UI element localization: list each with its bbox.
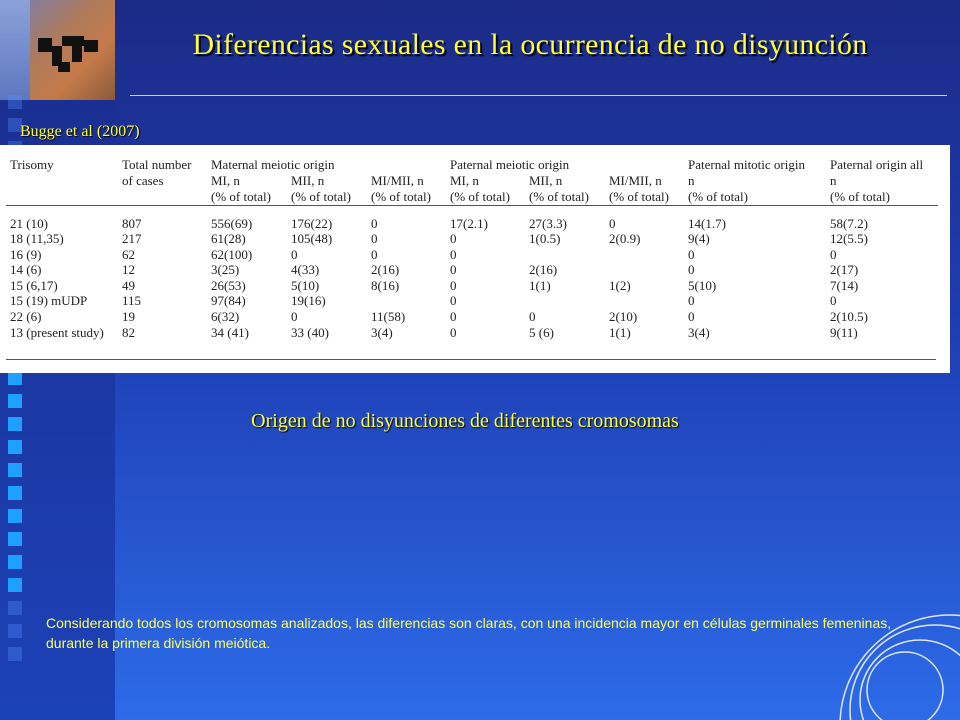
table-cell: 1(2) [609,277,631,293]
table-cell: 0 [450,309,457,325]
trisomy-cell: 15 (6,17) [10,277,58,293]
citation: Bugge et al (2007) [20,123,140,140]
subheader: (% of total) [826,189,938,206]
subheader: MI/MII, n [609,173,662,188]
table-cell: 0 [371,215,378,231]
table-row [6,216,938,232]
table-cell: 5(10) [291,277,320,293]
table-cell: 33 (40) [291,324,329,340]
subheader: MII, n [529,173,563,188]
slide-title: Diferencias sexuales en la ocurrencia de no disyunción [192,28,868,61]
header-paternal-mitotic: Paternal mitotic origin [688,157,805,172]
subheader: (% of total) [605,189,684,206]
table-cell [525,293,605,309]
table-cell [605,293,684,309]
trisomy-cell: 18 (11,35) [10,231,64,247]
table-cell: 7(14) [830,277,859,293]
table-cell: 0 [450,277,457,293]
table-cell: 0 [688,293,695,309]
trisomy-cell: 14 (6) [10,262,42,278]
table-row [6,325,938,341]
header-row-3 [6,189,938,206]
subheader: (% of total) [446,189,525,206]
table-cell: 26(53) [211,277,246,293]
table-cell: 3(4) [688,324,710,340]
table-cell: 6(32) [211,309,240,325]
table-cell: 556(69) [211,215,253,231]
table-cell: 0 [688,246,695,262]
table-cell: 3(25) [211,262,240,278]
table-row [6,262,938,278]
header-total-2: of cases [122,173,164,188]
table-row [6,293,938,309]
subheader: MII, n [291,173,325,188]
table-cell: 217 [122,231,142,247]
table-cell: 82 [122,324,135,340]
header-paternal-meiotic: Paternal meiotic origin [450,157,570,172]
table-cell: 12(5.5) [830,231,868,247]
header-paternal-all: Paternal origin all [830,157,924,172]
table-cell: 1(1) [609,324,631,340]
subheader: (% of total) [684,189,826,206]
subheader: n [830,173,837,188]
table-cell: 0 [371,246,378,262]
table-cell: 0 [450,246,457,262]
table-cell: 19(16) [291,293,326,309]
table-cell: 1(0.5) [529,231,561,247]
table-cell: 0 [291,246,298,262]
table-cell: 0 [688,309,695,325]
table-cell: 8(16) [371,277,400,293]
subheader: (% of total) [287,189,367,206]
table-cell: 0 [830,246,837,262]
table-cell: 0 [291,309,298,325]
header-row-2 [6,173,938,189]
trisomy-cell: 15 (19) mUDP [10,293,88,309]
table-cell: 9(11) [830,324,858,340]
table-cell [367,293,446,309]
table-cell: 2(0.9) [609,231,641,247]
table-cell: 2(17) [830,262,859,278]
table-cell: 9(4) [688,231,710,247]
table-row [6,231,938,247]
table-cell: 105(48) [291,231,333,247]
table-row [6,278,938,294]
table-cell: 62 [122,246,135,262]
table-cell: 14(1.7) [688,215,726,231]
table-row [6,309,938,325]
table-cell: 17(2.1) [450,215,488,231]
table-cell [605,247,684,263]
subheader: MI, n [211,173,240,188]
table-caption: Origen de no disyunciones de diferentes cromosomas [251,410,679,432]
subheader: (% of total) [367,189,446,206]
table-cell: 115 [122,293,142,309]
table-cell: 97(84) [211,293,246,309]
subheader: (% of total) [525,189,605,206]
table-bottom-rule [6,359,936,360]
table-cell: 2(16) [529,262,558,278]
header-maternal-meiotic: Maternal meiotic origin [211,157,335,172]
decorative-swirl [720,550,960,720]
table-cell: 0 [688,262,695,278]
table-cell: 0 [450,324,457,340]
table-cell: 5 (6) [529,324,554,340]
table-row [6,247,938,263]
conclusion-text: Considerando todos los cromosomas analizados, las diferencias son claras, con una incidencia mayor en células germinales femeninas, durante la primera división meiótica. [46,615,892,651]
table-cell: 2(16) [371,262,400,278]
nondisjunction-table [6,157,938,340]
trisomy-cell: 22 (6) [10,309,42,325]
table-cell: 11(58) [371,309,406,325]
table-cell: 3(4) [371,324,393,340]
table-cell: 0 [450,231,457,247]
table-cell: 0 [450,293,457,309]
table-cell [605,262,684,278]
trisomy-cell: 16 (9) [10,246,42,262]
table-cell: 2(10) [609,309,638,325]
header-total: Total number [122,157,192,172]
trisomy-cell: 13 (present study) [10,324,104,340]
table-cell: 0 [450,262,457,278]
header-row-1 [6,157,938,173]
subheader: MI/MII, n [371,173,424,188]
table-cell: 27(3.3) [529,215,567,231]
table-cell: 12 [122,262,135,278]
table-cell: 807 [122,215,142,231]
table-cell: 4(33) [291,262,320,278]
table-cell: 19 [122,309,135,325]
table-cell: 5(10) [688,277,717,293]
table-cell [525,247,605,263]
table-cell: 0 [371,231,378,247]
trisomy-cell: 21 (10) [10,215,48,231]
subheader: MI, n [450,173,479,188]
table-cell: 61(28) [211,231,246,247]
table-cell: 49 [122,277,135,293]
table-cell: 58(7.2) [830,215,868,231]
table-cell: 2(10.5) [830,309,868,325]
table-cell: 0 [830,293,837,309]
table-cell: 176(22) [291,215,333,231]
table-cell: 0 [529,309,536,325]
table-cell: 0 [609,215,616,231]
table-body [6,216,938,341]
subheader: n [688,173,695,188]
subheader: (% of total) [207,189,287,206]
header-trisomy: Trisomy [10,157,54,172]
data-table-panel [0,145,950,373]
title-divider [130,95,947,96]
university-logo-photo [0,0,115,100]
table-cell: 34 (41) [211,324,249,340]
table-cell: 1(1) [529,277,551,293]
table-cell: 62(100) [211,246,253,262]
